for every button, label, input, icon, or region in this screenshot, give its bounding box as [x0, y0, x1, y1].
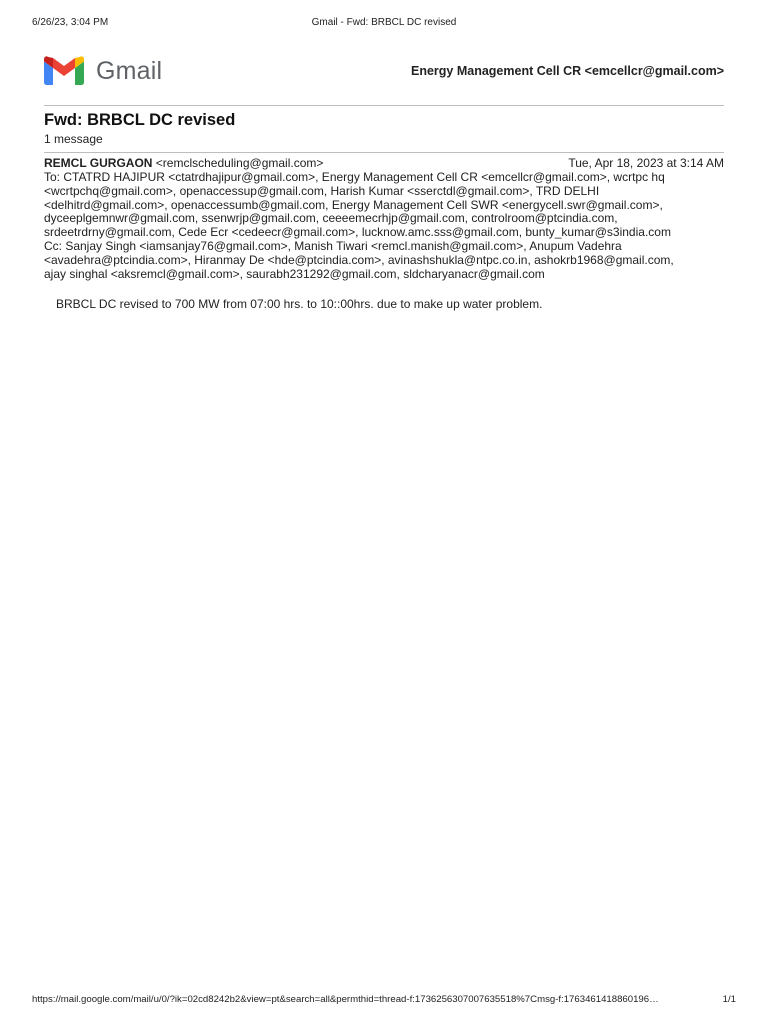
message-header	[44, 157, 724, 171]
thread-subject: Fwd: BRBCL DC revised	[44, 111, 236, 129]
gmail-brand	[44, 55, 162, 87]
gmail-logo-icon	[44, 56, 84, 86]
page-number: 1/1	[722, 994, 736, 1005]
divider-message	[44, 152, 724, 153]
recipients-to-line: dyceeplgemnwr@gmail.com, ssenwrjp@gmail.com, ceeeemecrhjp@gmail.com, controlroom@ptcindia.com,	[44, 211, 618, 226]
account-identity: Energy Management Cell CR <emcellcr@gmail.com>	[411, 64, 724, 78]
recipients-to-line: <delhitrd@gmail.com>, openaccessumb@gmail.com, Energy Management Cell SWR <energycell.swr@gmail.com>,	[44, 197, 663, 212]
recipients-cc-line: ajay singhal <aksremcl@gmail.com>, saurabh231292@gmail.com, sldcharyanacr@gmail.com	[44, 266, 545, 281]
print-url: https://mail.google.com/mail/u/0/?ik=02cd8242b2&view=pt&search=all&permthid=thread-f:1736256307007635518%7Cmsg-f:1763461418860196…	[32, 994, 659, 1005]
print-tab-title: Gmail - Fwd: BRBCL DC revised	[311, 17, 457, 28]
recipients-to-line: <wcrtpchq@gmail.com>, openaccessup@gmail.com, Harish Kumar <sserctdl@gmail.com>, TRD DELHI	[44, 183, 600, 198]
sender-email: <remclscheduling@gmail.com>	[155, 156, 324, 170]
sent-date: Tue, Apr 18, 2023 at 3:14 AM	[568, 156, 724, 170]
recipients-to-line: srdeetrdrny@gmail.com, Cede Ecr <cedeecr@gmail.com>, lucknow.amc.sss@gmail.com, bunty_kumar@s3india.com	[44, 225, 671, 240]
print-datetime: 6/26/23, 3:04 PM	[32, 17, 109, 28]
recipients-cc	[44, 240, 724, 281]
message-body: BRBCL DC revised to 700 MW from 07:00 hrs. to 10::00hrs. due to make up water problem.	[56, 297, 543, 311]
sender-name: REMCL GURGAON	[44, 156, 153, 170]
message-count: 1 message	[44, 132, 103, 146]
recipients-to	[44, 171, 724, 240]
divider-top	[44, 105, 724, 106]
recipients-cc-line: <avadehra@ptcindia.com>, Hiranmay De <hde@ptcindia.com>, avinashshukla@ntpc.co.in, ashokrb1968@gmail.com,	[44, 252, 674, 267]
recipients-to-line: To: CTATRD HAJIPUR <ctatrdhajipur@gmail.com>, Energy Management Cell CR <emcellcr@gmail.com>, wcrtpc hq	[44, 170, 665, 184]
message	[44, 157, 724, 281]
gmail-wordmark: Gmail	[96, 56, 163, 85]
print-header	[32, 17, 736, 31]
print-footer	[32, 994, 736, 1006]
recipients-cc-line: Cc: Sanjay Singh <iamsanjay76@gmail.com>, Manish Tiwari <remcl.manish@gmail.com>, Anupum Vadehra	[44, 238, 622, 253]
